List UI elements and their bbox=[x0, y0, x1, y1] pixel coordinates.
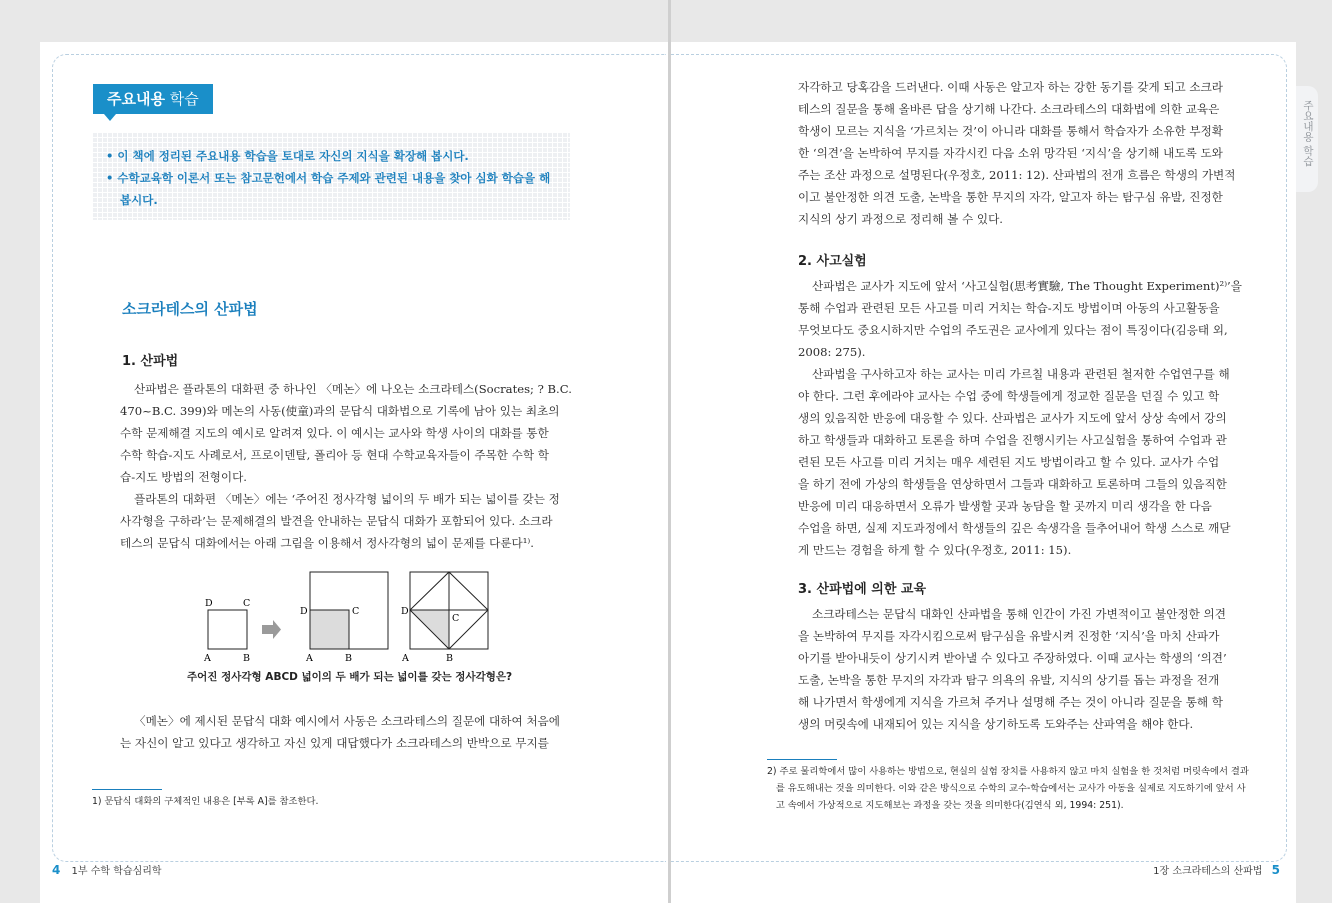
paragraph bbox=[798, 603, 1246, 735]
label-a: A bbox=[402, 653, 409, 664]
text-line: 생의 머릿속에 내재되어 있는 지식을 상기하도록 도와주는 산파역을 해야 한다. bbox=[798, 717, 1194, 731]
text-line: 한 ‘의견’을 논박하여 무지를 자각시킨 다음 소위 망각된 ‘지식’을 상기해 내도록 도와 bbox=[798, 146, 1223, 160]
text-line: 반응에 미리 대응하면서 오류가 발생할 곳과 농담을 할 곳까지 미리 생각을 한 다음 bbox=[798, 499, 1212, 513]
text-line: 소크라테스는 문답식 대화인 산파법을 통해 인간이 가진 가변적이고 불안정한 의견 bbox=[812, 607, 1226, 621]
text-line: 2008: 275). bbox=[798, 345, 866, 359]
paragraph bbox=[798, 76, 1246, 230]
text-line: 산파법을 구사하고자 하는 교사는 미리 가르칠 내용과 관련된 철저한 수업연구를 해 bbox=[812, 367, 1230, 381]
footnote: 1) 문답식 대화의 구체적인 내용은 [부록 A]를 참조한다. bbox=[92, 796, 319, 807]
label-d: D bbox=[205, 598, 213, 609]
shaded-original-square bbox=[310, 610, 349, 649]
text-line: 주는 조산 과정으로 설명된다(우정호, 2011: 12). 산파법의 전개 흐름은 학생의 가변적 bbox=[798, 168, 1236, 182]
footnote-line: 를 유도해내는 것을 의미한다. 이와 같은 방식으로 수학의 교수-학습에서는 교사가 아동을 실제로 지도하기에 앞서 사 bbox=[767, 783, 1246, 794]
text-line: 아기를 받아내듯이 상기시켜 받아낼 수 있다고 주장하였다. 이때 교사는 학생의 ‘의견’ bbox=[798, 651, 1227, 665]
page-number: 5 bbox=[1271, 863, 1280, 877]
subsection-title: 2. 사고실험 bbox=[798, 254, 867, 269]
subsection-title: 1. 산파법 bbox=[122, 354, 179, 369]
label-c: C bbox=[452, 613, 460, 624]
subsection-title: 3. 산파법에 의한 교육 bbox=[798, 582, 927, 597]
badge-thin: 학습 bbox=[164, 90, 199, 108]
footnote-line: 2) 주로 물리학에서 많이 사용하는 방법으로, 현실의 실험 장치를 사용하지 않고 마치 실험을 한 것처럼 머릿속에서 결과 bbox=[767, 766, 1249, 777]
figure-caption: 주어진 정사각형 ABCD 넓이의 두 배가 되는 넓이를 갖는 정사각형은? bbox=[187, 671, 513, 683]
running-header: 1장 소크라테스의 산파법 bbox=[1153, 866, 1263, 877]
left-page bbox=[40, 42, 668, 903]
label-d: D bbox=[401, 606, 409, 617]
footnote bbox=[767, 763, 1247, 814]
label-b: B bbox=[243, 653, 250, 664]
text-line: 학생이 모르는 지식을 ‘가르치는 것’이 아니라 대화를 통해서 학습자가 소유한 부정확 bbox=[798, 124, 1224, 138]
text-line: 는 자신이 알고 있다고 생각하고 자신 있게 대답했다가 소크라테스의 반박으로 무지를 bbox=[120, 736, 549, 750]
footnote-rule bbox=[767, 759, 837, 760]
badge-tail bbox=[104, 114, 116, 121]
label-d: D bbox=[300, 606, 308, 617]
text-line: 지식의 상기 과정으로 정리해 볼 수 있다. bbox=[798, 212, 1003, 226]
text-line: 생의 있음직한 반응에 대응할 수 있다. 산파법은 교사가 지도에 앞서 상상 속에서 강의 bbox=[798, 411, 1227, 425]
square-doubling-figure bbox=[195, 568, 495, 668]
label-a: A bbox=[306, 653, 313, 664]
text-line: 470~B.C. 399)와 메논의 사동(使童)과의 문답식 대화법으로 기록에 남아 있는 최초의 bbox=[120, 404, 560, 418]
text-line: 수학 학습-지도 사례로서, 프로이덴탈, 폴리아 등 현대 수학교육자들이 주목한 수학 학 bbox=[120, 448, 549, 462]
text-line: 해 나가면서 학생에게 지식을 가르쳐 주거나 설명해 주는 것이 아니라 질문을 통해 학 bbox=[798, 695, 1224, 709]
page-folio bbox=[52, 862, 162, 877]
badge-strong: 주요내용 bbox=[107, 90, 165, 108]
text-line: 을 하기 전에 가상의 학생들을 연상하면서 그들과 대화하고 토론하며 그들의 있음직한 bbox=[798, 477, 1227, 491]
paragraph bbox=[120, 378, 572, 488]
paragraph bbox=[120, 710, 572, 754]
paragraph bbox=[120, 488, 572, 554]
section-title: 소크라테스의 산파법 bbox=[122, 300, 258, 318]
text-line: 플라톤의 대화편 〈메논〉에는 ‘주어진 정사각형 넓이의 두 배가 되는 넓이를 갖는 정 bbox=[134, 492, 560, 506]
text-line: 무엇보다도 중요시하지만 수업의 주도권은 교사에게 있다는 점이 특징이다(김응태 외, bbox=[798, 323, 1228, 337]
footnote-line: 고 속에서 가상적으로 지도해보는 과정을 갖는 것을 의미한다(김연식 외, 1994: 251). bbox=[767, 800, 1124, 811]
small-square bbox=[208, 610, 247, 649]
text-line: 습-지도 방법의 전형이다. bbox=[120, 470, 247, 484]
side-index-tab[interactable] bbox=[1296, 86, 1318, 192]
right-page bbox=[671, 42, 1296, 903]
text-line: 련된 모든 사고를 미리 거치는 매우 세련된 지도 방법이라고 할 수 있다. 교사가 수업 bbox=[798, 455, 1220, 469]
text-line: 을 논박하여 무지를 자각시킴으로써 탐구심을 유발시켜 진정한 ‘지식’을 마치 산파가 bbox=[798, 629, 1220, 643]
text-line: 게 만드는 경험을 하게 할 수 있다(우정호, 2011: 15). bbox=[798, 543, 1072, 557]
text-line: 사각형을 구하라’는 문제해결의 발견을 안내하는 문답식 대화가 포함되어 있다. 소크라 bbox=[120, 514, 553, 528]
label-c: C bbox=[352, 606, 360, 617]
text-line: 수업을 하면, 실제 지도과정에서 학생들의 깊은 속생각을 들추어내어 학생 스스로 깨닫 bbox=[798, 521, 1231, 535]
page-number: 4 bbox=[52, 863, 61, 877]
label-a: A bbox=[204, 653, 211, 664]
text-line: 자각하고 당혹감을 드러낸다. 이때 사동은 알고자 하는 강한 동기를 갖게 되고 소크라 bbox=[798, 80, 1224, 94]
running-header: 1부 수학 학습심리학 bbox=[71, 866, 162, 877]
page-folio bbox=[1153, 862, 1280, 877]
goal-line: • 수학교육학 이론서 또는 참고문헌에서 학습 주제와 관련된 내용을 찾아 심화 학습을 해 bbox=[106, 171, 551, 185]
paragraph bbox=[798, 363, 1246, 561]
text-line: 테스의 질문을 통해 올바른 답을 상기해 나간다. 소크라테스의 대화법에 의한 교육은 bbox=[798, 102, 1220, 116]
goal-line: 봅시다. bbox=[120, 193, 158, 207]
footnote-rule bbox=[92, 789, 162, 790]
text-line: 산파법은 플라톤의 대화편 중 하나인 〈메논〉에 나오는 소크라테스(Socrates; ? B.C. bbox=[134, 382, 572, 396]
text-line: 도출, 논박을 통한 무지의 자각과 탐구 의욕의 유발, 지식의 상기를 돕는 과정을 전개 bbox=[798, 673, 1220, 687]
section-badge bbox=[93, 84, 213, 114]
text-line: 〈메논〉에 제시된 문답식 대화 예시에서 사동은 소크라테스의 질문에 대하여 처음에 bbox=[134, 714, 560, 728]
label-c: C bbox=[243, 598, 251, 609]
side-tab-label: 주요내용 학습 bbox=[1302, 100, 1314, 167]
arrow-right-icon bbox=[262, 620, 281, 639]
label-b: B bbox=[345, 653, 352, 664]
text-line: 수학 문제해결 지도의 예시로 알려져 있다. 이 예시는 교사와 학생 사이의 대화를 통한 bbox=[120, 426, 549, 440]
text-line: 야 한다. 그런 후에라야 교사는 수업 중에 학생들에게 정교한 질문을 던질 수 있고 학 bbox=[798, 389, 1220, 403]
paragraph bbox=[798, 275, 1246, 363]
text-line: 산파법은 교사가 지도에 앞서 ‘사고실험(思考實驗, The Thought Experiment)²⁾’을 bbox=[812, 279, 1242, 293]
text-line: 하고 학생들과 대화하고 토론을 하며 수업을 진행시키는 사고실험을 통하여 수업과 관 bbox=[798, 433, 1227, 447]
learning-goals-box bbox=[92, 132, 570, 220]
text-line: 이고 불안정한 의견 도출, 논박을 통한 무지의 자각, 알고자 하는 탐구심 유발, 진정한 bbox=[798, 190, 1223, 204]
text-line: 통해 수업과 관련된 모든 사고를 미리 거치는 학습-지도 방법이며 아동의 사고활동을 bbox=[798, 301, 1220, 315]
goal-line: • 이 책에 정리된 주요내용 학습을 토대로 자신의 지식을 확장해 봅시다. bbox=[106, 149, 469, 163]
text-line: 테스의 문답식 대화에서는 아래 그림을 이용해서 정사각형의 넓이 문제를 다룬다¹⁾. bbox=[120, 536, 534, 550]
label-b: B bbox=[446, 653, 453, 664]
